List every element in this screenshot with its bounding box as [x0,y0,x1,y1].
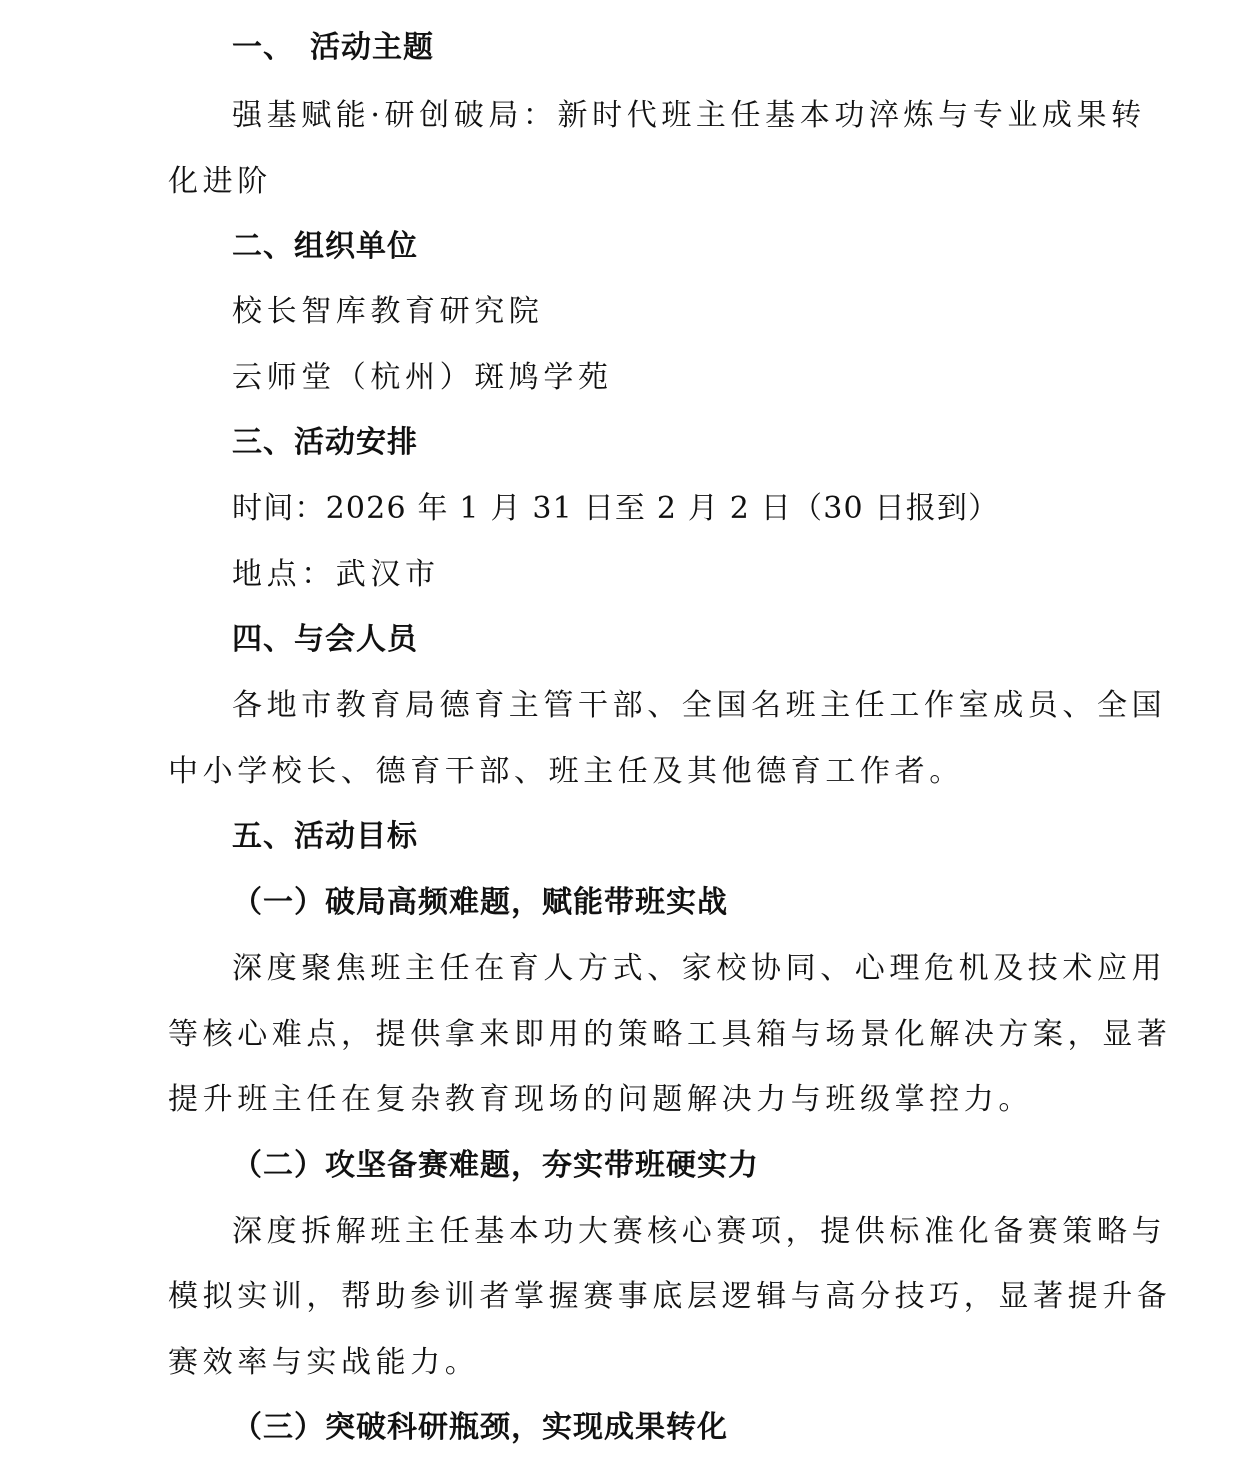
schedule-location: 地点：武汉市 [232,557,440,592]
section-heading-attendees: 四、与会人员 [232,622,418,657]
organizer-1: 校长智库教育研究院 [232,294,544,329]
goal-2-line-2: 模拟实训，帮助参训者掌握赛事底层逻辑与高分技巧，显著提升备 [168,1279,1172,1314]
goal-2-line-3: 赛效率与实战能力。 [168,1345,480,1380]
attendees-line-2: 中小学校长、德育干部、班主任及其他德育工作者。 [168,754,964,789]
goal-1-line-2: 等核心难点，提供拿来即用的策略工具箱与场景化解决方案，显著 [168,1017,1172,1052]
section-heading-schedule: 三、活动安排 [232,425,418,460]
theme-line-2: 化进阶 [168,164,272,199]
theme-line-1: 强基赋能·研创破局：新时代班主任基本功淬炼与专业成果转 [232,98,1146,133]
goal-1-line-1: 深度聚焦班主任在育人方式、家校协同、心理危机及技术应用 [232,951,1167,986]
schedule-time: 时间：2026 年 1 月 31 日至 2 月 2 日（30 日报到） [232,491,1000,526]
goal-1-heading: （一）破局高频难题，赋能带班实战 [232,885,728,920]
section-heading-organizers: 二、组织单位 [232,229,418,264]
goal-1-line-3: 提升班主任在复杂教育现场的问题解决力与班级掌控力。 [168,1082,1033,1117]
goal-3-heading: （三）突破科研瓶颈，实现成果转化 [232,1410,728,1445]
section-heading-theme: 一、 活动主题 [232,30,434,65]
attendees-line-1: 各地市教育局德育主管干部、全国名班主任工作室成员、全国 [232,688,1167,723]
organizer-2: 云师堂（杭州）斑鸠学苑 [232,360,613,395]
section-heading-goals: 五、活动目标 [232,819,418,854]
goal-2-line-1: 深度拆解班主任基本功大赛核心赛项，提供标准化备赛策略与 [232,1214,1167,1249]
goal-2-heading: （二）攻坚备赛难题，夯实带班硬实力 [232,1148,759,1183]
